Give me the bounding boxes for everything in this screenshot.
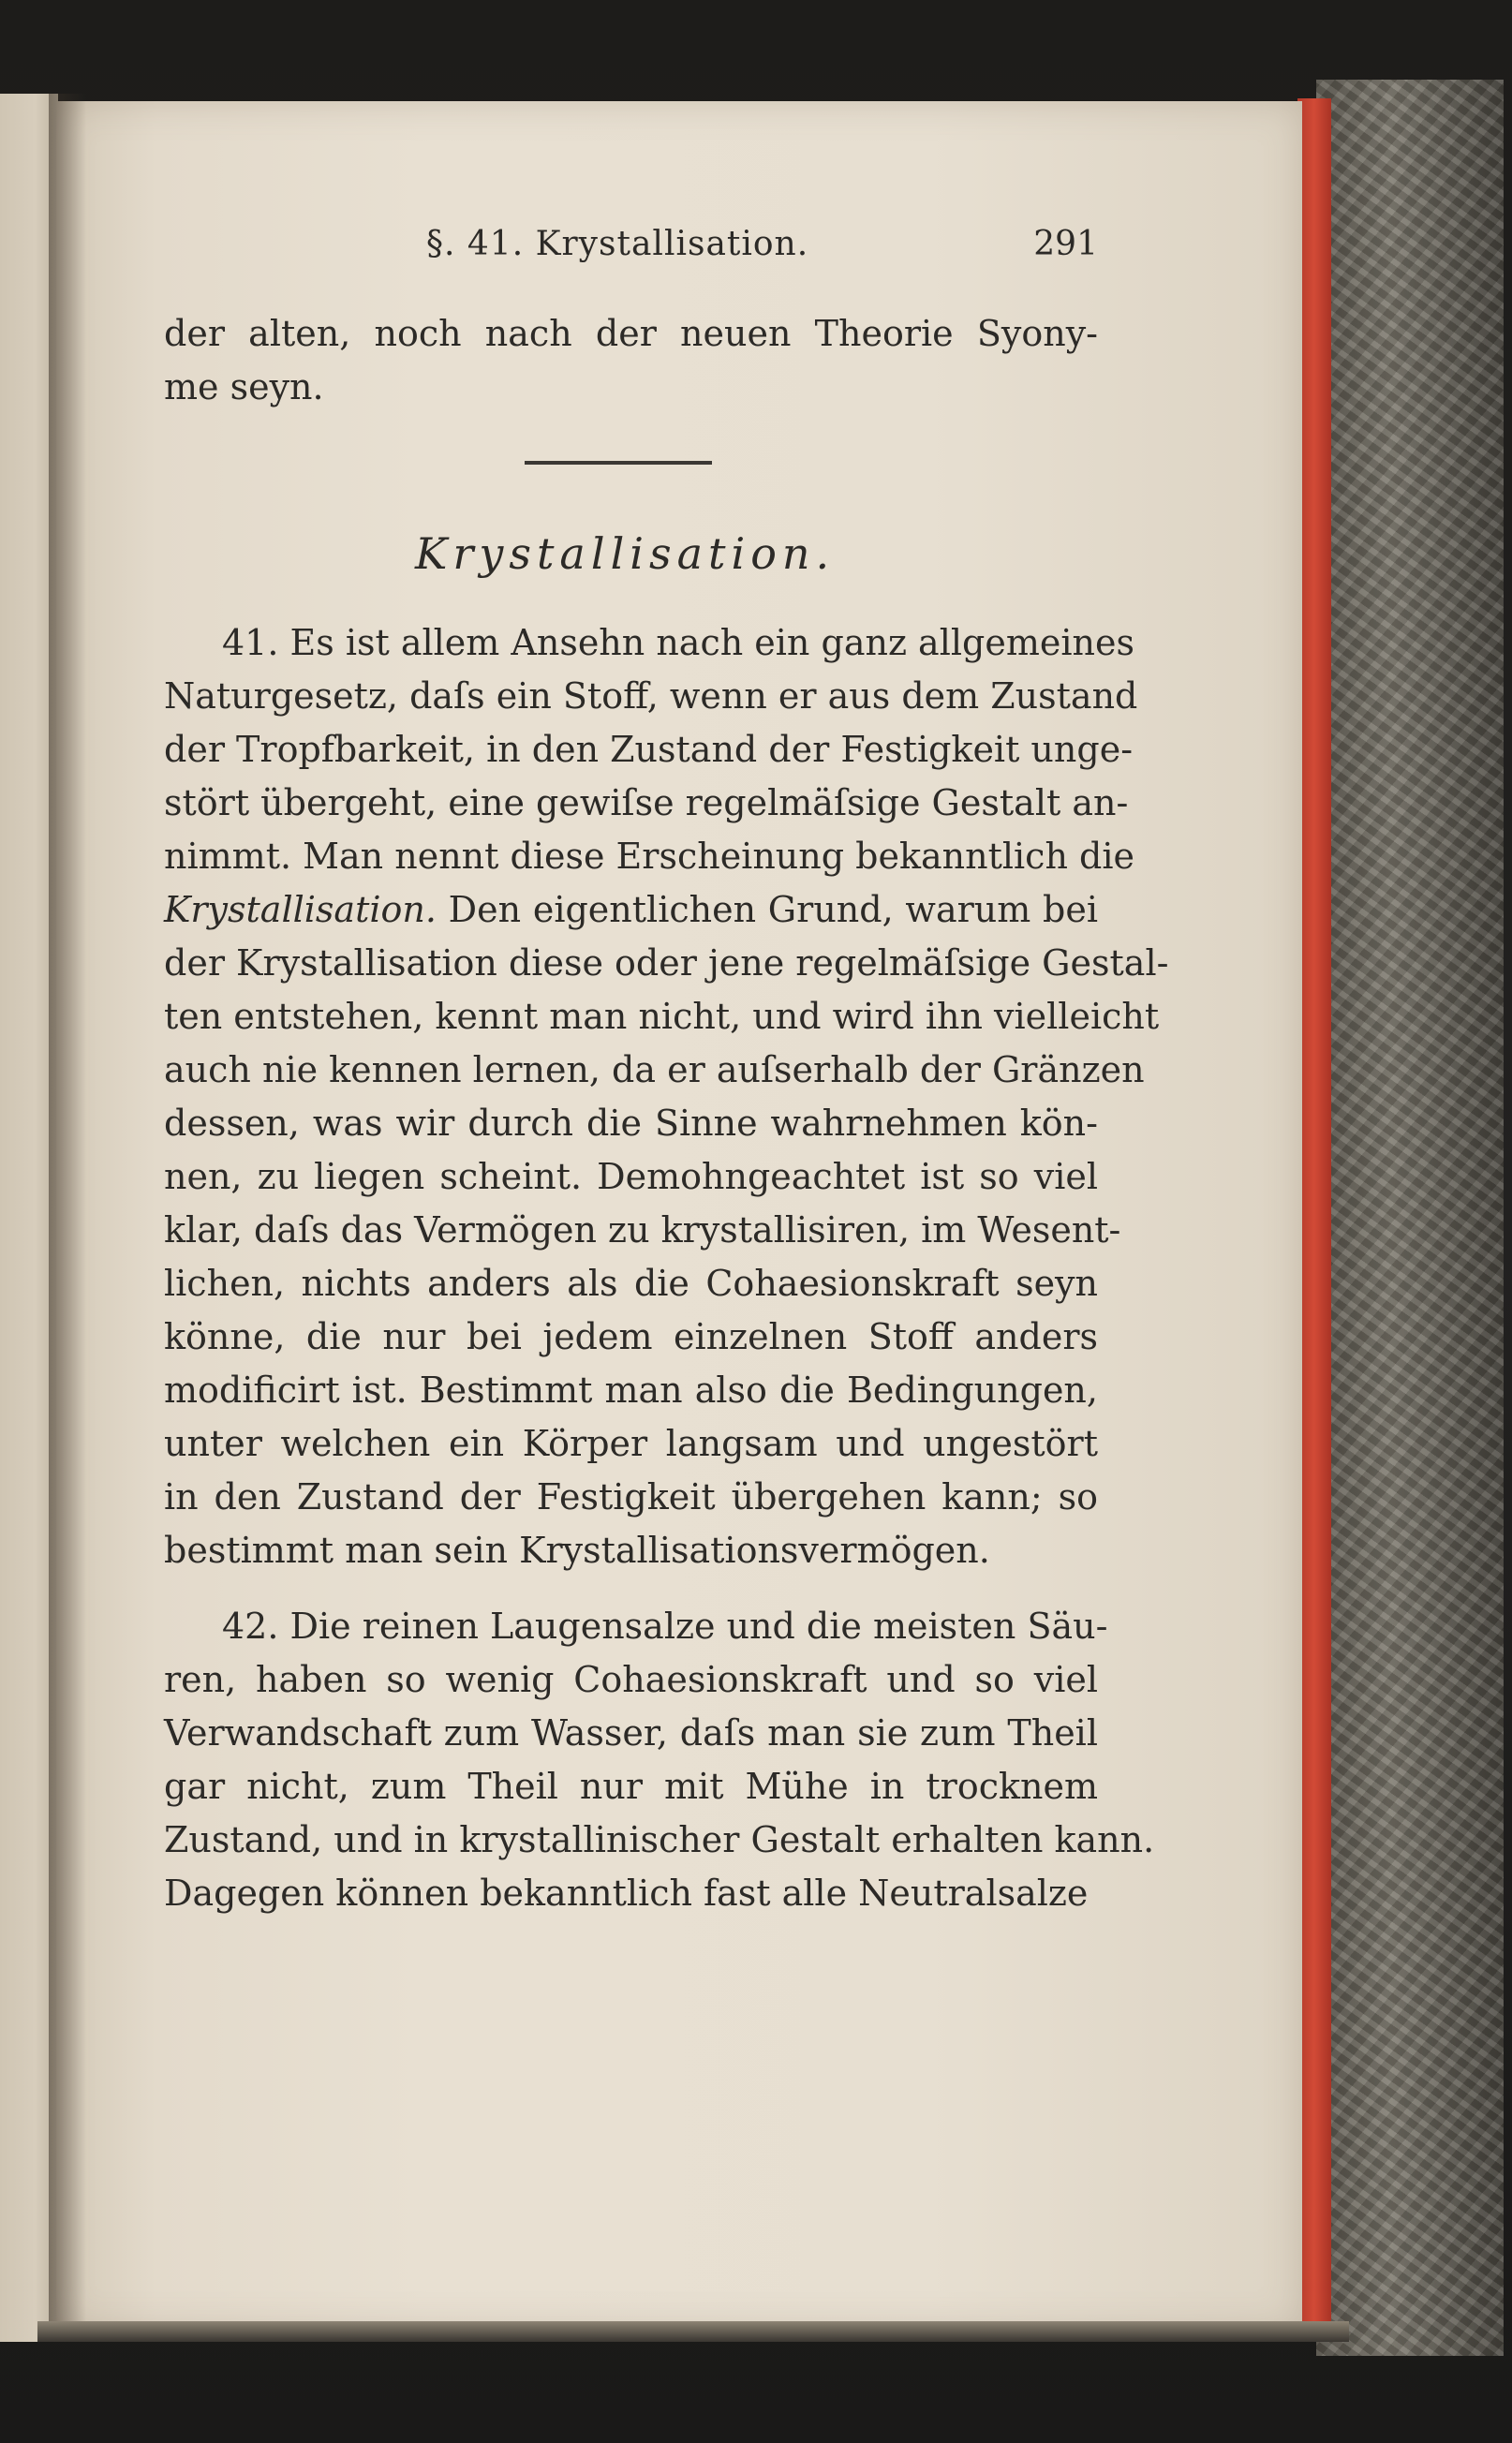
text-line: ren, haben so wenig Cohaesionskraft und so viel	[164, 1659, 1098, 1700]
line-rest: Den eigentlichen Grund, warum bei	[436, 889, 1098, 930]
text-line: könne, die nur bei jedem einzelnen Stoff anders	[164, 1316, 1098, 1357]
page-text-block	[164, 225, 1169, 1920]
text-line: der Krystallisation diese oder jene regelmäſsige Gestal-	[164, 942, 1169, 984]
text-line: nimmt. Man nennt diese Erscheinung bekanntlich die	[164, 836, 1134, 877]
text-line: Verwandschaft zum Wasser, daſs man sie zum Theil	[164, 1712, 1098, 1754]
text-line: bestimmt man sein Krystallisationsvermögen.	[164, 1530, 990, 1571]
text-line: klar, daſs das Vermögen zu krystallisiren, im Wesent-	[164, 1209, 1121, 1251]
text-line: 41. Es ist allem Ansehn nach ein ganz allgemeines	[222, 622, 1134, 663]
running-head: §. 41. Krystallisation.	[426, 225, 809, 263]
red-page-edge	[1297, 98, 1331, 2328]
text-line: modificirt ist. Bestimmt man also die Bedingungen,	[164, 1370, 1098, 1411]
text-line: Zustand, und in krystallinischer Gestalt erhalten kann.	[164, 1819, 1155, 1860]
text-line: der Tropfbarkeit, in den Zustand der Festigkeit unge-	[164, 729, 1134, 770]
intro-lines	[164, 307, 1098, 414]
gutter-shadow	[49, 94, 86, 2342]
text-line	[164, 883, 1098, 937]
text-line: me seyn.	[164, 366, 324, 407]
text-line: lichen, nichts anders als die Cohaesionskraft seyn	[164, 1263, 1098, 1304]
text-line: nen, zu liegen scheint. Demohngeachtet ist so viel	[164, 1156, 1098, 1197]
page-bottom-edge	[37, 2321, 1349, 2342]
text-line: unter welchen ein Körper langsam und ungestört	[164, 1423, 1098, 1464]
text-line: auch nie kennen lernen, da er auſserhalb der Gränzen	[164, 1049, 1145, 1090]
page-header	[164, 225, 1098, 281]
text-line: gar nicht, zum Theil nur mit Mühe in trocknem	[164, 1766, 1098, 1807]
text-line: 42. Die reinen Laugensalze und die meisten Säu-	[222, 1606, 1108, 1647]
text-line: dessen, was wir durch die Sinne wahrnehmen kön-	[164, 1103, 1098, 1144]
text-line: stört übergeht, eine gewiſse regelmäſsige Gestalt an-	[164, 782, 1129, 823]
marbled-cover-edge	[1316, 80, 1504, 2356]
paragraph-42	[164, 1600, 1155, 1920]
text-line: ten entstehen, kennt man nicht, und wird ihn vielleicht	[164, 996, 1160, 1037]
page-number: 291	[1033, 225, 1098, 263]
section-rule	[525, 461, 712, 465]
text-line: in den Zustand der Festigkeit übergehen kann; so	[164, 1476, 1098, 1518]
section-title: Krystallisation.	[415, 528, 836, 579]
text-line: der alten, noch nach der neuen Theorie Syony-	[164, 313, 1098, 354]
italic-term: Krystallisation.	[164, 889, 437, 930]
paragraph-41	[164, 616, 1169, 1577]
text-line: Naturgesetz, daſs ein Stoff, wenn er aus dem Zustand	[164, 675, 1138, 717]
text-line: Dagegen können bekanntlich fast alle Neutralsalze	[164, 1873, 1089, 1914]
